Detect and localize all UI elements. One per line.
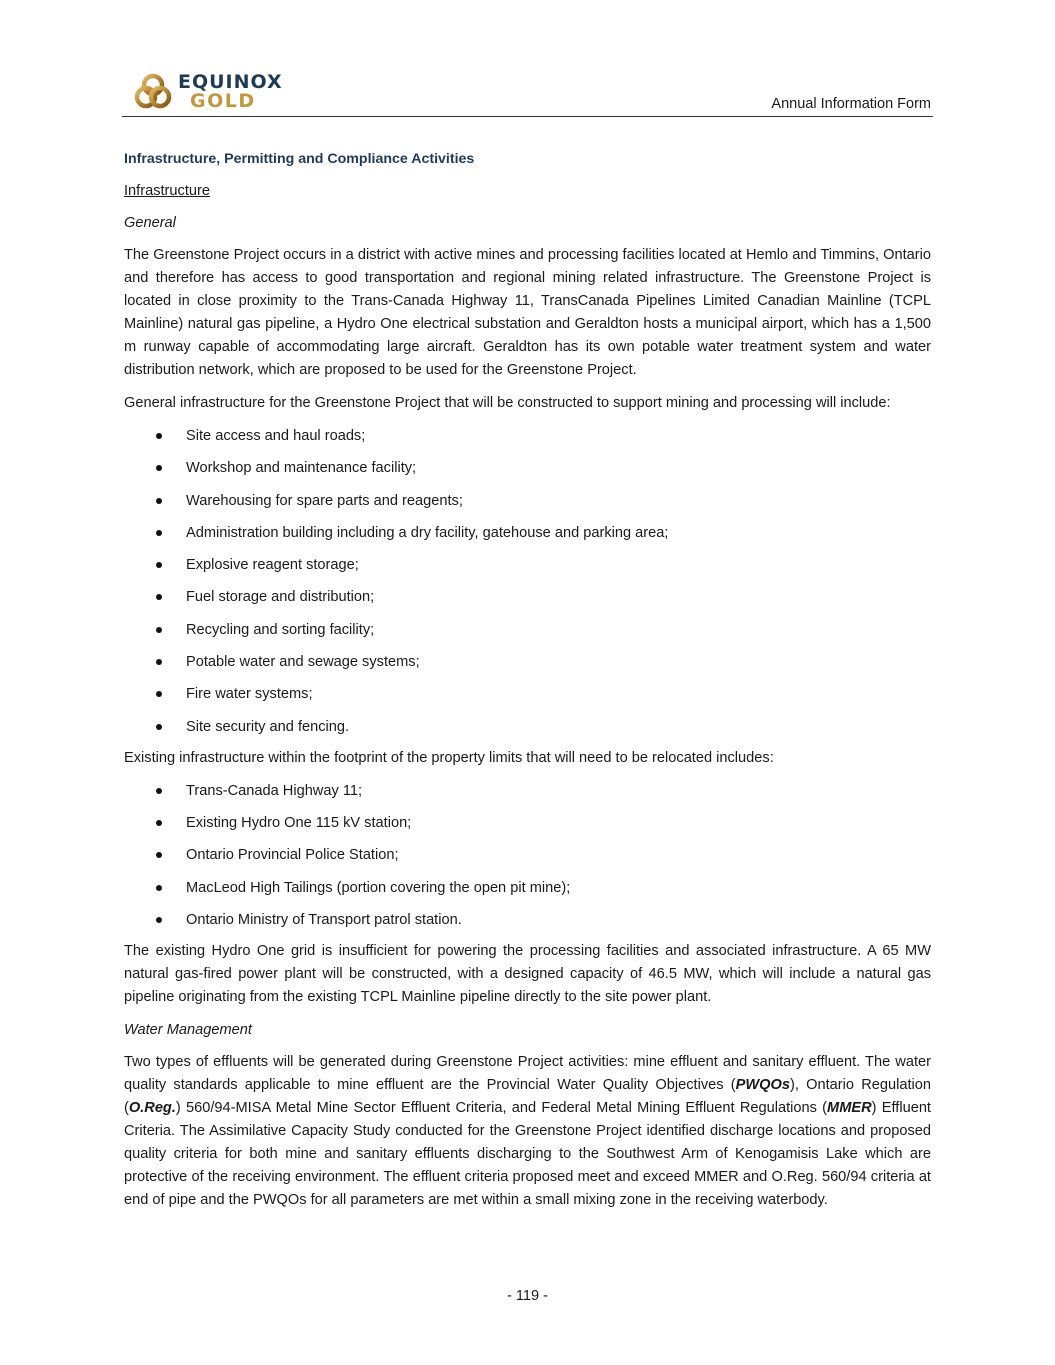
bullet-icon [156,627,162,633]
document-title: Annual Information Form [771,96,931,112]
subsection-heading-general: General [124,215,176,231]
list-item: Explosive reagent storage; [124,554,931,586]
term-pwqos: PWQOs [735,1076,790,1093]
list-item: Fuel storage and distribution; [124,586,931,618]
page-number: - 119 - [506,1288,549,1304]
paragraph-relocation-intro: Existing infrastructure within the footprint of the property limits that will need to be relocated includes: [124,749,774,766]
bullet-icon [156,820,162,826]
bullet-icon [156,498,162,504]
list-item: Ontario Provincial Police Station; [124,844,931,876]
subsection-heading-infrastructure: Infrastructure [124,183,210,199]
section-heading: Infrastructure, Permitting and Compliance Activities [124,151,475,167]
list-item: Trans-Canada Highway 11; [124,780,931,812]
logo-text-gold: GOLD [190,90,256,112]
page-header [122,68,933,117]
list-item: MacLeod High Tailings (portion covering the open pit mine); [124,877,931,909]
list-item: Site security and fencing. [124,716,931,739]
list-item: Site access and haul roads; [124,425,931,457]
paragraph-water-management: Two types of effluents will be generated during Greenstone Project activities: mine effluent and sanitary effluent. The water quality standards applicable to mine effluent are the Provincial Water Quality Objectives (PWQOs), Ontario Regulation (O.Reg.) 560/94-MISA Metal Mine Sector Effluent Criteria, and Federal Metal Mining Effluent Regulations (MMER) Effluent Criteria. The Assimilative Capacity Study conducted for the Greenstone Project identified discharge locations and proposed quality criteria for both mine and sanitary effluents discharging to the Southwest Arm of Kenogamisis Lake which are protective of the receiving environment. The effluent criteria proposed meet and exceed MMER and O.Reg. 560/94 criteria at end of pipe and the PWQOs for all parameters are met within a small mixing zone in the receiving waterbody. [124,1053,931,1208]
paragraph-power-plant: The existing Hydro One grid is insufficient for powering the processing facilities and associated infrastructure. A 65 MW natural gas-fired power plant will be constructed, with a designed capacity of 46.5 MW, which will include a natural gas pipeline originating from the existing TCPL Mainline pipeline directly to the site power plant. [124,942,931,1005]
list-item: Ontario Ministry of Transport patrol station. [124,909,931,932]
list-item: Fire water systems; [124,683,931,715]
bullet-icon [156,885,162,891]
bullet-icon [156,788,162,794]
list-item: Recycling and sorting facility; [124,619,931,651]
bullet-icon [156,724,162,730]
bullet-icon [156,530,162,536]
relocated-infrastructure-list [124,780,931,932]
equinox-gold-knot-icon [132,71,174,113]
page-content [124,148,931,1222]
bullet-icon [156,917,162,923]
list-item: Administration building including a dry facility, gatehouse and parking area; [124,522,931,554]
bullet-icon [156,852,162,858]
bullet-icon [156,659,162,665]
bullet-icon [156,465,162,471]
list-item: Existing Hydro One 115 kV station; [124,812,931,844]
paragraph-general-infrastructure-intro: General infrastructure for the Greenstone Project that will be constructed to support mining and processing will include: [124,395,891,411]
company-logo [132,70,283,114]
list-item: Warehousing for spare parts and reagents; [124,490,931,522]
paragraph-general-overview: The Greenstone Project occurs in a district with active mines and processing facilities located at Hemlo and Timmins, Ontario and therefore has access to good transportation and regional mining related infrastructure. The Greenstone Project is located in close proximity to the Trans-Canada Highway 11, TransCanada Pipelines Limited Canadian Mainline (TCPL Mainline) natural gas pipeline, a Hydro One electrical substation and Geraldton hosts a municipal airport, which has a 1,500 m runway capable of accommodating large aircraft. Geraldton has its own potable water treatment system and water distribution network, which are proposed to be used for the Greenstone Project. [124,247,931,378]
list-item: Workshop and maintenance facility; [124,457,931,489]
bullet-icon [156,562,162,568]
term-mmer: MMER [827,1099,872,1116]
constructed-infrastructure-list [124,425,931,739]
list-item: Potable water and sewage systems; [124,651,931,683]
term-oreg: O.Reg. [128,1099,176,1116]
bullet-icon [156,594,162,600]
bullet-icon [156,433,162,439]
logo-text-equinox: EQUINOX [178,71,283,93]
bullet-icon [156,691,162,697]
subsection-heading-water-management: Water Management [124,1021,252,1038]
